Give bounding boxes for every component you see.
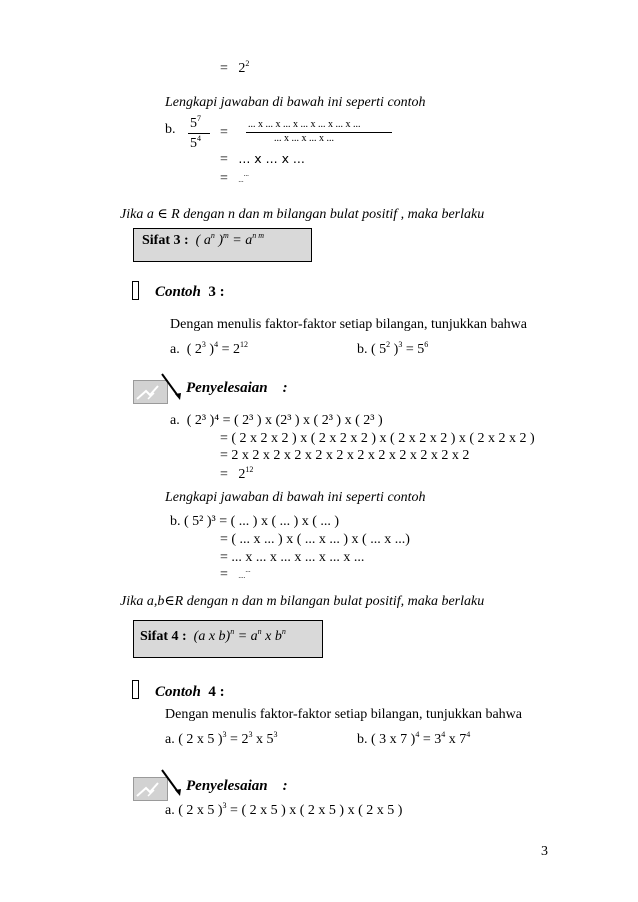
part1-eq3-sign: = (220, 171, 228, 186)
contoh4-a-exp3: 3 (273, 730, 278, 739)
part1-denominator (190, 134, 201, 151)
contoh4-title (155, 685, 225, 700)
contoh3-b-exp2: 3 (398, 340, 403, 349)
contoh4-b-exp2: 4 (441, 730, 446, 739)
contoh4-a-text: a. ( 2 x 5 ) (165, 732, 223, 747)
penyelesaian3-a-line1 (170, 414, 383, 428)
sifat3-eq: = a (228, 233, 253, 248)
top-eq-base: 2 (238, 61, 246, 76)
penyelesaian3-a-line4-exp: 12 (245, 465, 254, 474)
part1-instruction: Lengkapi jawaban di bawah ini seperti contoh (165, 95, 426, 110)
page-number: 3 (541, 844, 548, 859)
top-eq-exp: 2 (245, 59, 250, 68)
penyelesaian3-b-line4-base: .... (238, 572, 246, 580)
penyelesaian3-title (186, 381, 288, 396)
contoh4-b-exp3: 4 (466, 730, 471, 739)
penyelesaian4-title (186, 779, 288, 794)
contoh3-a (170, 340, 248, 357)
penyelesaian4-a-text: a. ( 2 x 5 ) (165, 803, 223, 818)
penyelesaian3-b-line4 (220, 568, 251, 582)
contoh3-title (155, 285, 225, 300)
contoh3-title-text: Contoh (155, 284, 201, 300)
sifat4-x: x b (261, 629, 282, 644)
contoh3-a-exp1: 3 (201, 340, 206, 349)
penyelesaian3-b-line3: = ... x ... x ... x ... x ... x ... (220, 550, 365, 565)
rule4-statement: Jika a,b∈R dengan n dan m bilangan bulat positif, maka berlaku (120, 594, 485, 609)
sifat3-n: n (210, 231, 215, 240)
part1-line3-exp: ... (243, 170, 249, 178)
penyelesaian3-a-label: a. (170, 413, 180, 428)
penyelesaian3-a-line4 (220, 465, 254, 482)
sifat4-eq: = a (234, 629, 258, 644)
contoh3-b-close: ) (390, 342, 399, 357)
contoh4-b-exp1: 4 (415, 730, 420, 739)
part1-eq3 (220, 172, 249, 186)
sifat4-n: n (230, 627, 235, 636)
sifat4-label: Sifat 4 : (140, 629, 187, 644)
contoh3-instruction: Dengan menulis faktor-faktor setiap bilangan, tunjukkan bahwa (170, 317, 527, 332)
contoh3-a-close: ) (205, 342, 215, 357)
sifat3-formula (196, 233, 264, 248)
sifat3-close: ) (214, 233, 224, 248)
contoh3-a-exp2: 4 (214, 340, 219, 349)
part1-b-label: b. (165, 122, 176, 137)
part1-rhs-den: ... x ... x ... x ... (274, 133, 334, 144)
part1-num-exp: 7 (197, 114, 201, 123)
penyelesaian3-a-line4-eq: = (220, 467, 228, 482)
contoh4-instruction: Dengan menulis faktor-faktor setiap bilangan, tunjukkan bahwa (165, 707, 522, 722)
contoh3-a-label: a. (170, 342, 180, 357)
penyelesaian4-title-text: Penyelesaian (186, 778, 268, 794)
penyelesaian4-colon: : (282, 778, 288, 794)
contoh4-b-x: x 7 (445, 732, 467, 747)
contoh3-a-exp3: 12 (239, 340, 248, 349)
contoh3-a-eq: = 2 (218, 342, 240, 357)
penyelesaian3-colon: : (282, 380, 288, 396)
sifat4-n2: n (257, 627, 262, 636)
contoh4-a-eq: = 2 (226, 732, 249, 747)
top-equation (220, 59, 250, 76)
sifat4-formula-ab: (a x b) (193, 629, 231, 644)
contoh3-b-eq: = 5 (402, 342, 425, 357)
contoh4-b-text: b. ( 3 x 7 ) (357, 732, 416, 747)
top-eq-sign: = (220, 61, 228, 76)
penyelesaian4-a-rest: = ( 2 x 5 ) x ( 2 x 5 ) x ( 2 x 5 ) (226, 803, 403, 818)
penyelesaian3-b-line4-exp: ... (245, 566, 251, 574)
part1-rhs-num: ... x ... x ... x ... x ... x ... x ... (248, 119, 361, 130)
part1-den-exp: 4 (197, 134, 201, 143)
contoh4-title-text: Contoh (155, 684, 201, 700)
part1-numerator (190, 114, 201, 131)
sifat4-content (140, 627, 286, 644)
contoh3-b-label: b. ( 5 (357, 342, 387, 357)
part1-den-base: 5 (190, 136, 197, 151)
part1-eq2 (220, 153, 305, 167)
contoh3-a-text: ( 2 (186, 342, 202, 357)
contoh3-bullet (132, 281, 139, 300)
part1-line3-base: ... (238, 176, 244, 184)
rule3-statement: Jika a ∈ R dengan n dan m bilangan bulat positif , maka berlaku (120, 207, 485, 222)
contoh4-number: 4 : (208, 684, 225, 700)
contoh3-b (357, 340, 429, 357)
pen-icon-2 (160, 768, 182, 798)
part1-line2: ... x ... x ... (238, 151, 305, 166)
penyelesaian3-b-line1: b. ( 5² )³ = ( ... ) x ( ... ) x ( ... ) (170, 514, 340, 529)
penyelesaian3-title-text: Penyelesaian (186, 380, 268, 396)
penyelesaian4-a-exp: 3 (222, 801, 227, 810)
pen-icon (160, 372, 182, 402)
contoh4-a-exp1: 3 (222, 730, 227, 739)
sifat3-m: m (223, 231, 229, 240)
contoh3-b-exp1: 2 (386, 340, 391, 349)
sifat4-formula (194, 629, 286, 644)
contoh4-a-x: x 5 (252, 732, 274, 747)
penyelesaian3-a-line4-base: 2 (238, 467, 246, 482)
penyelesaian3-a-line1-text: ( 2³ )⁴ = ( 2³ ) x (2³ ) x ( 2³ ) x ( 2³ ) (186, 413, 383, 428)
contoh4-bullet (132, 680, 139, 699)
part1-eq1: = (220, 125, 228, 140)
contoh3-number: 3 : (208, 284, 225, 300)
contoh4-b-eq: = 3 (419, 732, 442, 747)
penyelesaian3-instruction: Lengkapi jawaban di bawah ini seperti contoh (165, 490, 426, 505)
sifat3-nm: n m (252, 231, 265, 240)
contoh4-a-exp2: 3 (248, 730, 253, 739)
sifat4-n3: n (281, 627, 286, 636)
penyelesaian4-a (165, 801, 403, 818)
part1-eq2-sign: = (220, 152, 228, 167)
penyelesaian3-a-line3: = 2 x 2 x 2 x 2 x 2 x 2 x 2 x 2 x 2 x 2 x 2 x 2 (220, 448, 470, 463)
penyelesaian3-b-line2: = ( ... x ... ) x ( ... x ... ) x ( ... x ...) (220, 532, 410, 547)
penyelesaian3-b-line4-eq: = (220, 567, 228, 582)
penyelesaian3-a-line2: = ( 2 x 2 x 2 ) x ( 2 x 2 x 2 ) x ( 2 x 2 x 2 ) x ( 2 x 2 x 2 ) (220, 431, 535, 446)
sifat3-label: Sifat 3 : (142, 233, 189, 248)
contoh3-b-exp3: 6 (424, 340, 429, 349)
contoh4-b (357, 730, 471, 747)
sifat3-formula-a: ( a (195, 233, 211, 248)
sifat3-content (142, 231, 265, 248)
contoh4-a (165, 730, 278, 747)
part1-num-base: 5 (190, 116, 197, 131)
